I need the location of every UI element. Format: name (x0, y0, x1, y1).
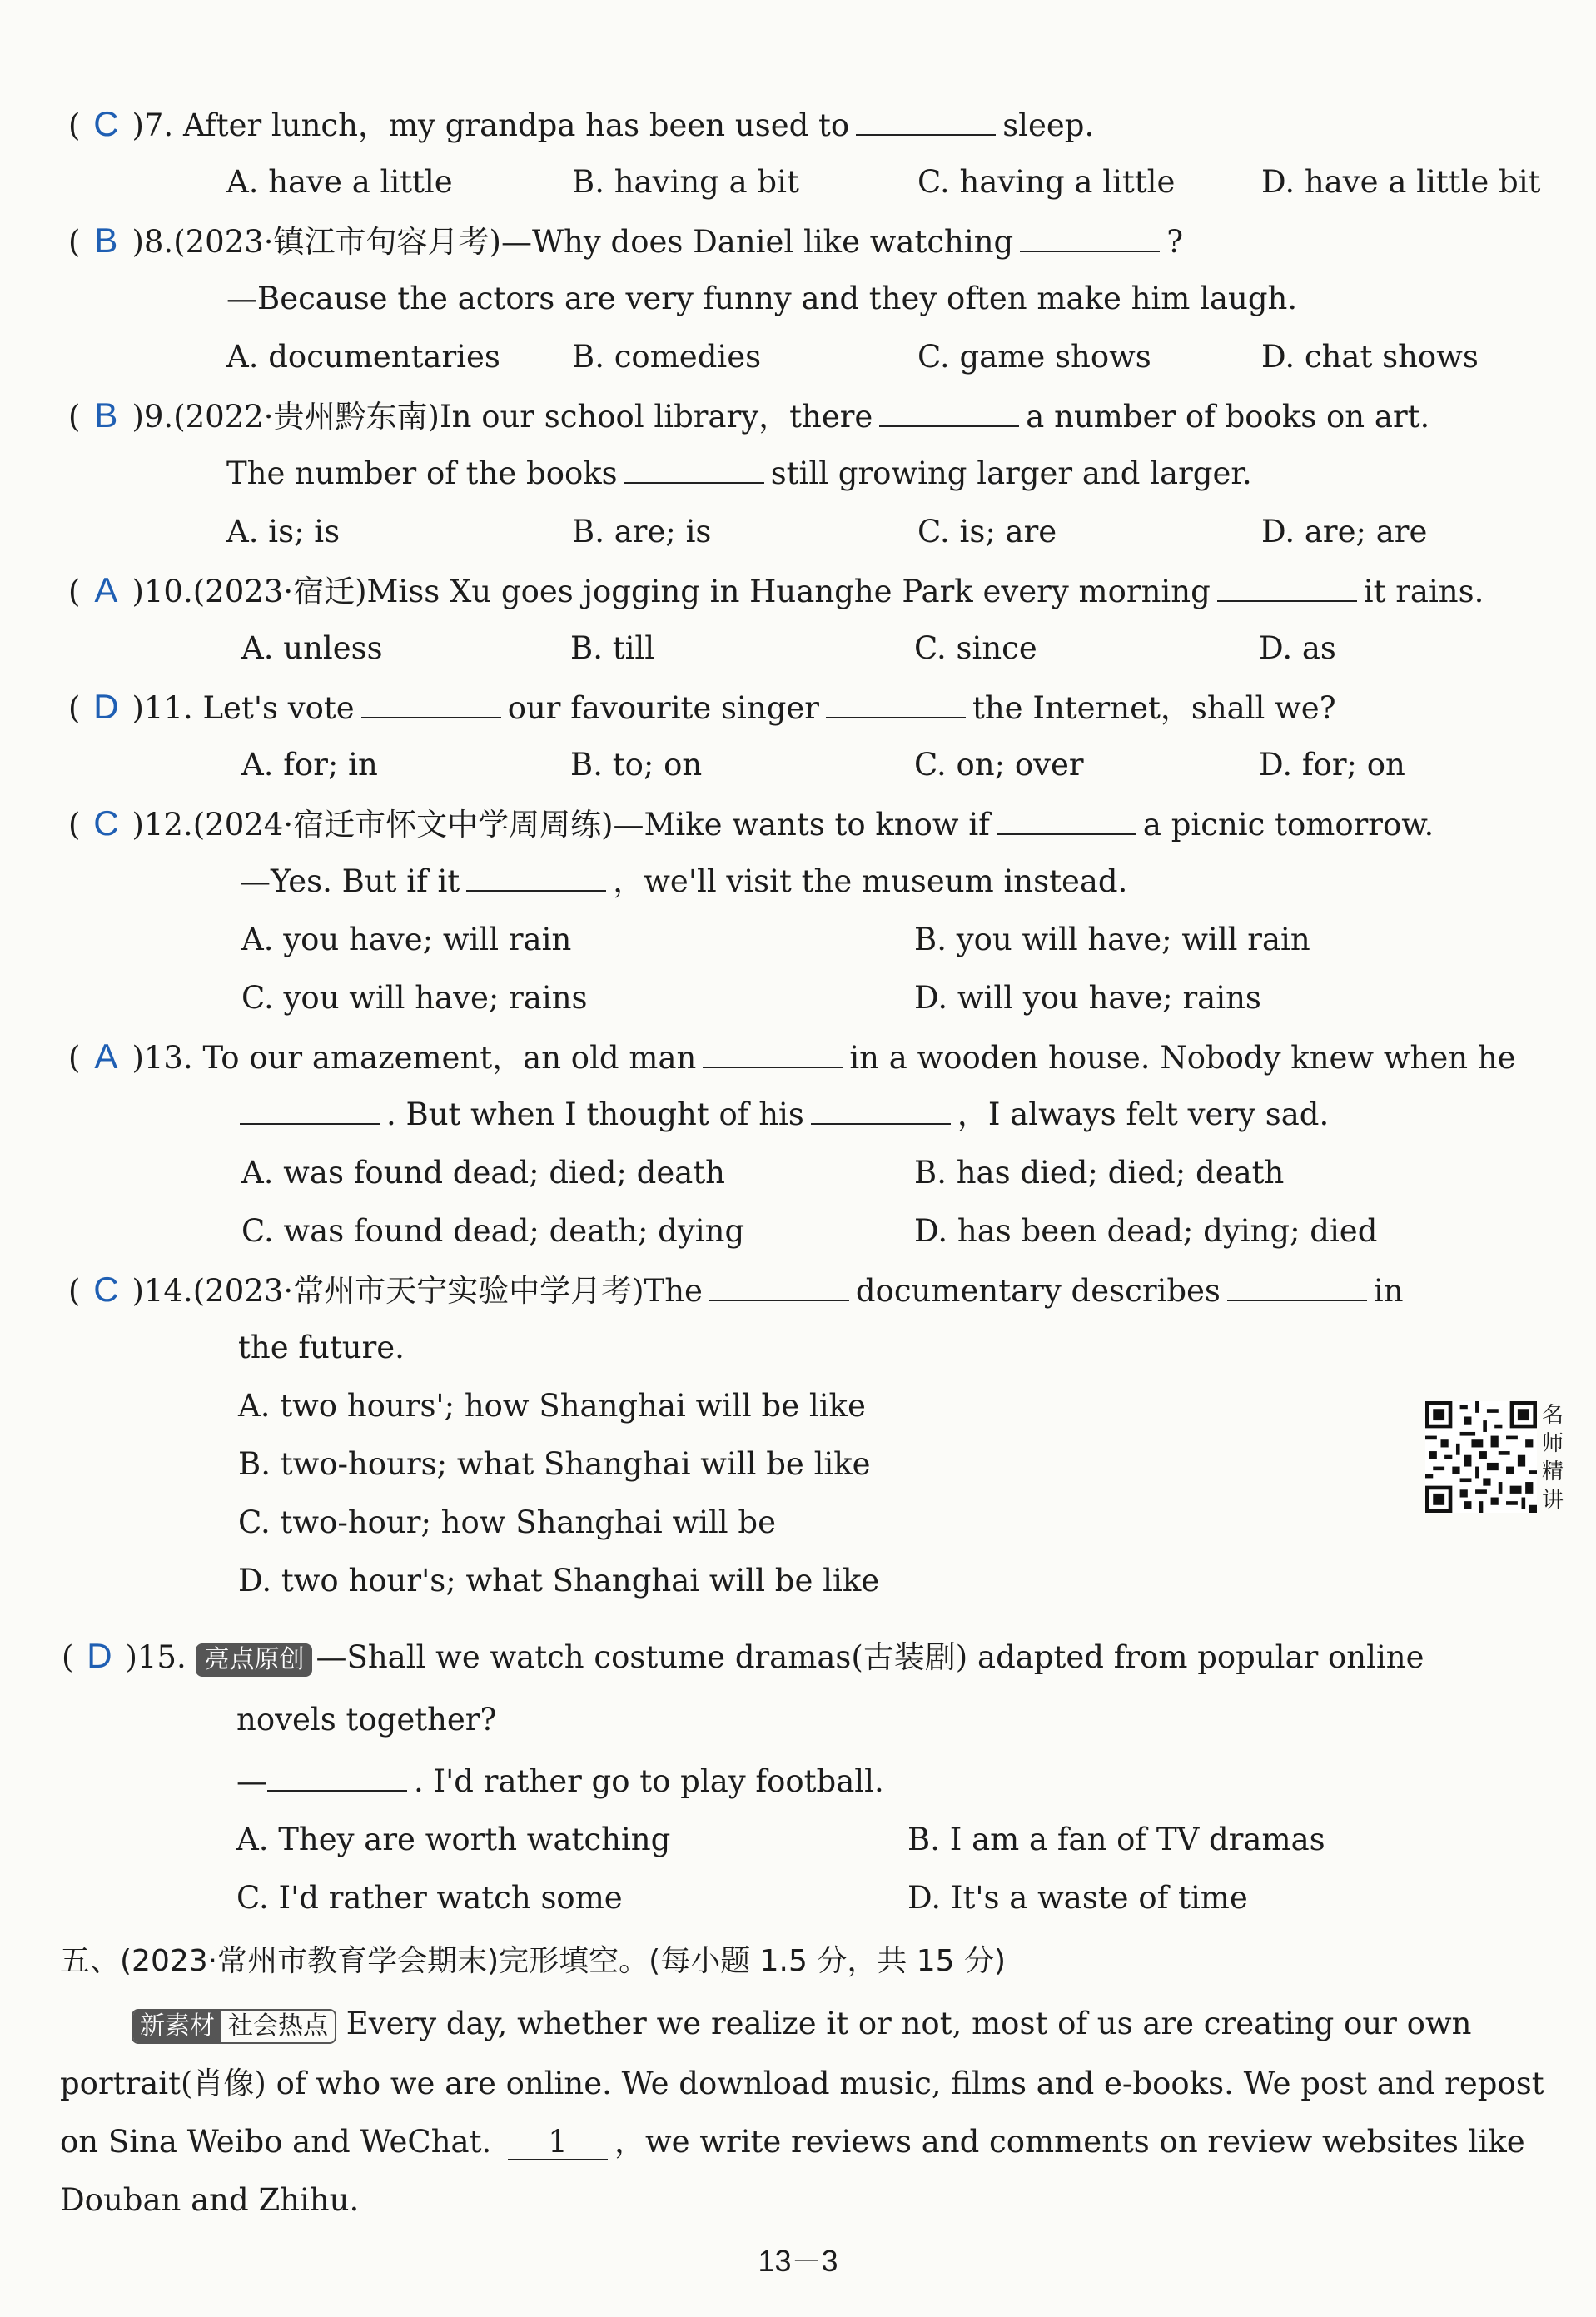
qr-label-char: 师 (1542, 1431, 1564, 1456)
option-b: B. you will have; will rain (914, 922, 1310, 957)
question-stem-end: still growing larger and larger. (770, 455, 1252, 491)
answer-mark: D (87, 1636, 112, 1675)
section-tags (132, 2009, 336, 2044)
qr-label (1542, 1401, 1572, 1514)
question-source: (2023·常州市天宁实验中学月考) (192, 1273, 644, 1309)
option-c: C. I'd rather watch some (236, 1880, 623, 1916)
passage-line-2: portrait(肖像) of who we are online. We download music, films and e-books. We post and repost (60, 2066, 1544, 2101)
dialogue-line: —Yes. But if it (240, 863, 460, 899)
question-source: (2022·贵州黔东南) (173, 399, 440, 435)
passage-line-4: Douban and Zhihu. (60, 2182, 360, 2218)
question-stem: Miss Xu goes jogging in Huanghe Park every morning (366, 574, 1211, 609)
option-c: C. having a little (917, 164, 1176, 200)
qr-code-icon[interactable] (1425, 1401, 1537, 1513)
option-d: D. have a little bit (1261, 164, 1541, 200)
question-stem: Let's vote (202, 690, 355, 726)
question-13: ( A )13. To our amazement，an old man in a wooden house. Nobody knew when he (68, 1035, 1516, 1078)
option-c: C. was found dead; death; dying (241, 1213, 745, 1249)
question-12-line2 (240, 860, 1127, 903)
answer-mark: C (93, 1270, 119, 1309)
answer-blank (826, 689, 966, 718)
option-b: B. comedies (572, 339, 762, 375)
qr-label-char: 名 (1542, 1403, 1564, 1428)
option-b: B. are; is (572, 514, 712, 549)
question-stem-end: the Internet，shall we? (972, 690, 1336, 726)
option-a: A. you have; will rain (241, 922, 572, 957)
social-hotspot-tag: 社会热点 (228, 2011, 328, 2041)
answer-blank (1217, 572, 1357, 602)
option-b: B. having a bit (572, 164, 799, 200)
answer-blank (856, 106, 996, 136)
answer-mark: D (93, 687, 119, 726)
passage-text: on Sina Weibo and WeChat. (60, 2124, 492, 2160)
answer-blank (997, 805, 1136, 835)
answer-blank (267, 1762, 407, 1792)
option-b: B. I am a fan of TV dramas (907, 1822, 1325, 1857)
question-source: (2023·镇江市句容月考) (173, 224, 501, 260)
original-question-badge: 亮点原创 (196, 1643, 312, 1677)
question-source: (2024·宿迁市怀文中学周周练) (192, 807, 614, 843)
new-material-tag: 新素材 (133, 2011, 221, 2042)
question-stem-end: it rains. (1363, 574, 1484, 609)
answer-mark: C (93, 104, 119, 143)
cloze-blank-1 (508, 2126, 608, 2160)
question-stem: After lunch，my grandpa has been used to (182, 107, 850, 143)
option-c: C. two-hour; how Shanghai will be (238, 1504, 776, 1540)
question-12: ( C )12.(2024·宿迁市怀文中学周周练)—Mike wants to know if a picnic tomorrow. (68, 802, 1434, 845)
option-a: A. is; is (226, 514, 341, 549)
question-11: ( D )11. Let's vote our favourite singer the Internet，shall we? (68, 685, 1336, 728)
question-stem: The (644, 1273, 703, 1309)
question-stem: In our school library，there (439, 399, 873, 435)
question-10: ( A )10.(2023·宿迁)Miss Xu goes jogging in Huanghe Park every morning it rains. (68, 569, 1484, 612)
question-stem-end: in a wooden house. Nobody knew when he (849, 1040, 1516, 1076)
question-stem: To our amazement，an old man (202, 1040, 697, 1076)
question-13-line2 (240, 1093, 1329, 1136)
passage-line-3 (60, 2121, 1525, 2164)
option-d: D. It's a waste of time (907, 1880, 1248, 1916)
answer-blank (1020, 222, 1160, 252)
question-stem: —Shall we watch costume dramas(古装剧) adapted from popular online (316, 1639, 1424, 1675)
dialogue-line-end: ，we'll visit the museum instead. (613, 863, 1128, 899)
dialogue-line: —Because the actors are very funny and they often make him laugh. (226, 281, 1298, 316)
option-d: D. for; on (1259, 747, 1405, 783)
answer-blank (240, 1095, 380, 1125)
question-15: ( D )15. 亮点原创 —Shall we watch costume dramas(古装剧) adapted from popular online (62, 1634, 1424, 1678)
question-9-line2 (226, 452, 1252, 495)
question-stem-end: a number of books on art. (1026, 399, 1430, 435)
answer-blank (1227, 1271, 1367, 1301)
option-c: C. is; are (917, 514, 1057, 549)
option-d: D. chat shows (1261, 339, 1479, 375)
answer-mark: B (94, 221, 118, 260)
option-d: D. will you have; rains (914, 980, 1261, 1016)
option-d: D. two hour's; what Shanghai will be like (238, 1563, 880, 1599)
passage-line-1 (132, 2002, 1471, 2046)
answer-blank (709, 1271, 849, 1301)
answer-blank (703, 1038, 843, 1068)
option-c: C. you will have; rains (241, 980, 588, 1016)
answer-blank (879, 397, 1019, 427)
page-number: 13－3 (758, 2244, 838, 2278)
answer-blank (466, 862, 606, 892)
option-a: A. two hours'; how Shanghai will be like (238, 1388, 866, 1424)
question-stem-end: a picnic tomorrow. (1142, 807, 1434, 843)
section-title: 五、(2023·常州市教育学会期末)完形填空。(每小题 1.5 分，共 15 分) (60, 1944, 1007, 1978)
answer-blank (624, 454, 764, 484)
option-b: B. to; on (570, 747, 703, 783)
option-c: C. since (914, 630, 1037, 666)
question-stem-end: ，I always felt very sad. (957, 1096, 1330, 1132)
option-b: B. has died; died; death (914, 1155, 1285, 1191)
option-a: A. documentaries (226, 339, 500, 375)
question-8: ( B )8.(2023·镇江市句容月考)—Why does Daniel like watching ? (68, 219, 1183, 262)
question-number: 9. (143, 399, 174, 435)
question-15-line3: — . I'd rather go to play football. (236, 1763, 884, 1799)
question-stem-continued: novels together? (236, 1702, 497, 1738)
option-d: D. are; are (1261, 514, 1428, 549)
question-number: 13. (143, 1040, 193, 1076)
question-stem-mid: our favourite singer (507, 690, 819, 726)
option-b: B. till (570, 630, 655, 666)
option-a: A. They are worth watching (236, 1822, 671, 1857)
answer-mark: B (94, 395, 118, 435)
option-a: A. unless (241, 630, 383, 666)
option-a: A. was found dead; died; death (241, 1155, 726, 1191)
option-a: A. have a little (226, 164, 453, 200)
question-number: 14. (143, 1273, 193, 1309)
answer-mark: C (93, 803, 119, 843)
question-stem-end: in (1373, 1273, 1404, 1309)
passage-text: Every day, whether we realize it or not, most of us are creating our own (346, 2006, 1472, 2041)
question-stem-mid: documentary describes (855, 1273, 1221, 1309)
question-number: 12. (143, 807, 193, 843)
question-stem: —Mike wants to know if (613, 807, 990, 843)
option-d: D. has been dead; dying; died (914, 1213, 1378, 1249)
option-a: A. for; in (241, 747, 378, 783)
question-number: 10. (143, 574, 193, 609)
question-number: 8. (143, 224, 174, 260)
option-c: C. game shows (917, 339, 1151, 375)
option-b: B. two-hours; what Shanghai will be like (238, 1446, 871, 1482)
passage-text: ，we write reviews and comments on review websites like (614, 2124, 1525, 2160)
question-stem-end: ? (1166, 224, 1184, 260)
qr-label-char: 精 (1542, 1459, 1564, 1484)
dialogue-line: . I'd rather go to play football. (414, 1763, 884, 1799)
answer-blank (361, 689, 501, 718)
question-stem-continued: the future. (238, 1330, 405, 1365)
question-number: 11. (143, 690, 193, 726)
cloze-blank-number: 1 (548, 2124, 568, 2160)
question-stem: —Why does Daniel like watching (500, 224, 1014, 260)
question-number: 7. (143, 107, 174, 143)
qr-label-char: 讲 (1542, 1488, 1564, 1513)
question-14: ( C )14.(2023·常州市天宁实验中学月考)The documentary describes in (68, 1268, 1404, 1311)
question-stem: The number of the books (226, 455, 618, 491)
answer-mark: A (94, 570, 118, 609)
question-number: 15. (137, 1639, 186, 1675)
question-stem-end: sleep. (1002, 107, 1095, 143)
question-stem: . But when I thought of his (386, 1096, 804, 1132)
option-d: D. as (1259, 630, 1336, 666)
answer-mark: A (94, 1037, 118, 1076)
question-source: (2023·宿迁) (192, 574, 367, 609)
question-9: ( B )9.(2022·贵州黔东南)In our school library，there a number of books on art. (68, 394, 1429, 437)
option-c: C. on; over (914, 747, 1084, 783)
question-7: ( C )7. After lunch，my grandpa has been used to sleep. (68, 102, 1094, 146)
answer-blank (811, 1095, 951, 1125)
